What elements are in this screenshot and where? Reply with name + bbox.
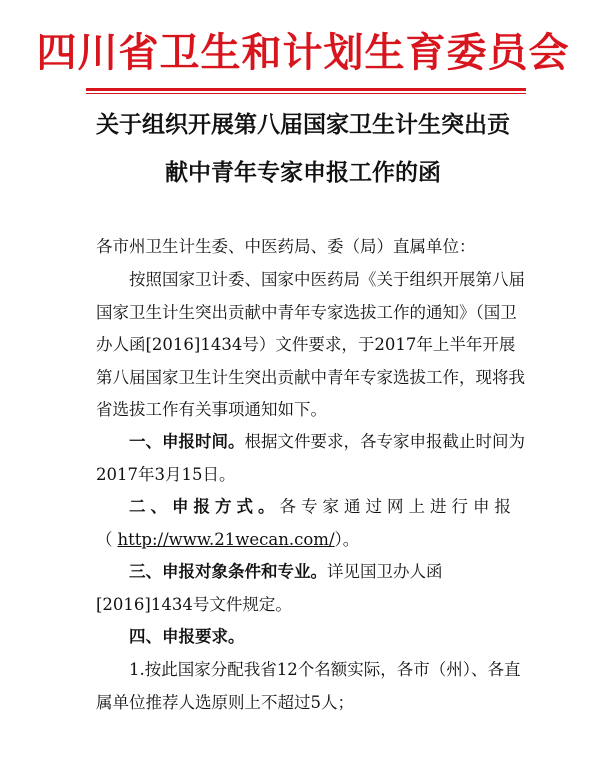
- intro-paragraph: 按照国家卫计委、国家中医药局《关于组织开展第八届国家卫生计生突出贡献中青年专家选拔工作的通知》（国卫办人函[2016]1434号）文件要求，于2017年上半年开展第八届国家卫生计生突出贡献中青年专家选拔工作，现将我省选拔工作有关事项通知如下。: [96, 270, 525, 419]
- requirement-item-1: 1.按此国家分配我省12个名额实际，各市（州）、各直属单位推荐人选原则上不超过5人；: [96, 660, 521, 712]
- header-rule-thick: [86, 88, 526, 91]
- section-2: [96, 491, 528, 556]
- section-1-text: 根据文件要求，各专家申报截止时间为2017年3月15日。: [96, 432, 525, 484]
- section-2-tail: ）。: [334, 529, 360, 549]
- section-3: [96, 556, 528, 621]
- section-3-heading: 三、申报对象条件和专业。: [129, 562, 327, 581]
- header-rule-thin: [86, 93, 526, 94]
- section-3-text: 详见国卫办人函[2016]1434号文件规定。: [96, 562, 443, 614]
- declaration-website-link[interactable]: http://www.21wecan.com/: [117, 529, 335, 549]
- section-1-heading: 一、申报时间。: [129, 432, 245, 451]
- issuer-header: 四川省卫生和计划生育委员会: [36, 30, 570, 76]
- doc-title-line1: 关于组织开展第八届国家卫生计生突出贡: [96, 112, 510, 138]
- section-4-heading: 四、申报要求。: [129, 627, 245, 646]
- doc-title-line2: 献中青年专家申报工作的函: [165, 160, 441, 186]
- salutation: 各市州卫生计生委、中医药局、委（局）直属单位：: [96, 237, 476, 256]
- section-2-text: 各专家通过网上进行申报（: [96, 497, 516, 549]
- section-1: [96, 426, 528, 491]
- section-2-heading: 二、申报方式。: [129, 497, 280, 516]
- section-4: [96, 621, 528, 654]
